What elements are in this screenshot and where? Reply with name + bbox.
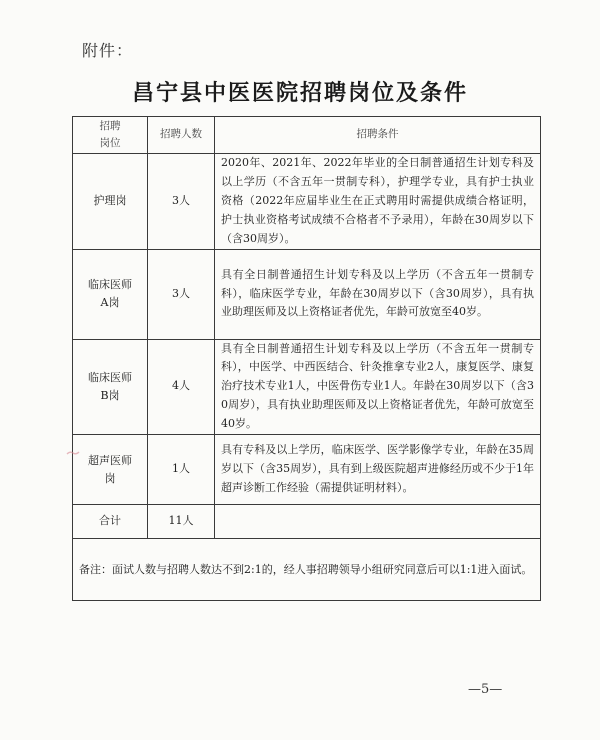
table-row [73, 435, 541, 505]
total-row [73, 505, 541, 539]
document-title: 昌宁县中医医院招聘岗位及条件 [131, 80, 468, 106]
total-empty-cell [215, 505, 541, 539]
table-row [73, 249, 541, 339]
table-row [73, 339, 541, 435]
position-cell [73, 435, 148, 505]
header-position-label: 招聘 岗位 [99, 120, 121, 149]
conditions-text: 2020年、2021年、2022年毕业的全日制普通招生计划专科及以上学历（不含五年一贯制专科），护理学专业，具有护士执业资格（2022年应届毕业生在正式聘用时需提供成绩合格证明，护士执业资格考试成绩不合格者不予录用），年龄在30周岁以下（含30周岁）。 [221, 156, 534, 245]
position-cell [73, 339, 148, 435]
page-number: —5— [468, 682, 503, 697]
note-row [73, 539, 541, 601]
header-count: 招聘人数 [148, 117, 215, 154]
header-position [73, 117, 148, 154]
recruitment-table [72, 116, 541, 601]
conditions-cell [215, 249, 541, 339]
position-cell [73, 249, 148, 339]
count-cell: 1人 [148, 435, 215, 505]
attachment-label: 附件： [82, 41, 134, 60]
header-conditions: 招聘条件 [215, 117, 541, 154]
conditions-text: 具有全日制普通招生计划专科及以上学历（不含五年一贯制专科），中医学、中西医结合、针灸推拿专业2人，康复医学、康复治疗技术专业1人，中医骨伤专业1人。年龄在30周岁以下（含30周岁），具有执业助理医师及以上资格证者优先，年龄可放宽至40岁。 [221, 341, 534, 431]
note-cell [73, 539, 541, 601]
count-cell: 3人 [148, 249, 215, 339]
count-cell: 3人 [148, 154, 215, 250]
table-row [73, 154, 541, 250]
conditions-cell [215, 154, 541, 250]
position-label: 临床医师 B岗 [88, 371, 132, 402]
ink-mark-icon [66, 449, 80, 457]
total-label: 合计 [73, 505, 148, 539]
position-label: 超声医师 岗 [88, 453, 132, 485]
count-cell: 4人 [148, 339, 215, 435]
position-label: 护理岗 [93, 194, 127, 208]
conditions-text: 具有专科及以上学历，临床医学、医学影像学专业，年龄在35周岁以下（含35周岁），具有到上级医院超声进修经历或不少于1年超声诊断工作经验（需提供证明材料）。 [221, 443, 534, 495]
conditions-text: 具有全日制普通招生计划专科及以上学历（不含五年一贯制专科），临床医学专业，年龄在30周岁以下（含30周岁），具有执业助理医师及以上资格证者优先，年龄可放宽至40岁。 [221, 267, 534, 319]
position-label: 临床医师 A岗 [88, 278, 132, 310]
total-count: 11人 [148, 505, 215, 539]
conditions-cell [215, 435, 541, 505]
position-cell [73, 154, 148, 250]
table-header-row [73, 117, 541, 154]
note-text: 备注：面试人数与招聘人数达不到2:1的，经人事招聘领导小组研究同意后可以1:1进入面试。 [79, 562, 533, 576]
conditions-cell [215, 339, 541, 435]
